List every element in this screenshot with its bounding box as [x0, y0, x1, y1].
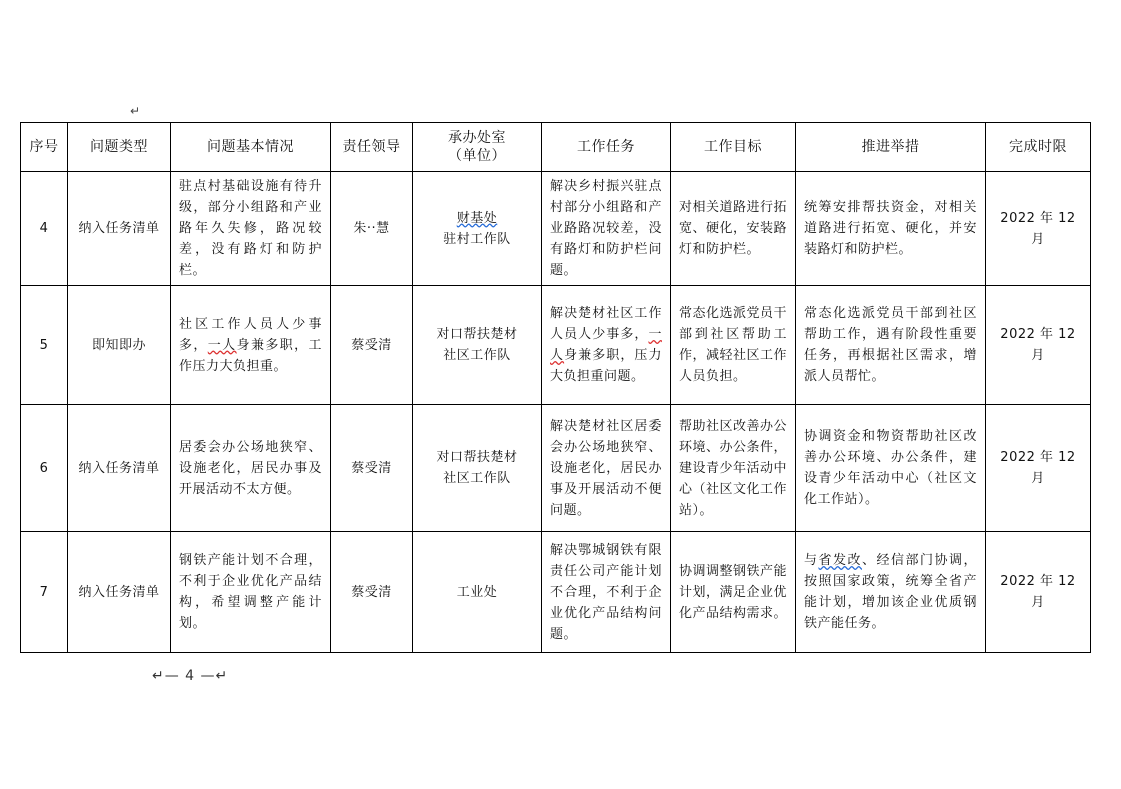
- situation-part2: 身兼多职，工作压力大负担重。: [179, 337, 322, 374]
- cell-leader: 蔡受清: [331, 405, 413, 532]
- cell-task: 解决乡村振兴驻点村部分小组路和产业路路况较差，没有路灯和防护栏问题。: [542, 172, 671, 286]
- measure-part2: 、经信部门协调，按照国家政策，统筹全省产能计划，增加该企业优质钢铁产能任务。: [804, 553, 977, 631]
- header-leader: 责任领导: [331, 123, 413, 172]
- cell-leader: 蔡受清: [331, 286, 413, 405]
- spell-flag: 省发改: [818, 553, 862, 568]
- cell-type: 纳入任务清单: [68, 532, 171, 653]
- cell-type: 即知即办: [68, 286, 171, 405]
- dept-line1: [421, 208, 533, 229]
- dept-line2: 社区工作队: [443, 348, 511, 363]
- header-dept-line1: 承办处室: [448, 130, 506, 146]
- cell-type: 纳入任务清单: [68, 172, 171, 286]
- cell-dept: [413, 286, 542, 405]
- task-part2: 身兼多职，压力大负担重问题。: [550, 348, 662, 384]
- cell-leader: 蔡受清: [331, 532, 413, 653]
- cell-situation: 驻点村基础设施有待升级，部分小组路和产业路年久失修，路况较差，没有路灯和防护栏。: [171, 172, 331, 286]
- dept-line1: 对口帮扶楚材: [436, 327, 518, 342]
- cell-deadline: 2022 年 12 月: [986, 532, 1091, 653]
- cell-no: 6: [21, 405, 68, 532]
- cell-no: 7: [21, 532, 68, 653]
- table-header-row: [21, 123, 1091, 172]
- cell-goal: 对相关道路进行拓宽、硬化，安装路灯和防护栏。: [671, 172, 796, 286]
- cell-task: [542, 286, 671, 405]
- cell-goal: 协调调整钢铁产能计划，满足企业优化产品结构需求。: [671, 532, 796, 653]
- spell-flag: 一人: [550, 327, 662, 363]
- cell-leader: 朱··慧: [331, 172, 413, 286]
- cell-goal: 帮助社区改善办公环境、办公条件，建设青少年活动中心（社区文化工作站）。: [671, 405, 796, 532]
- cell-situation: 钢铁产能计划不合理，不利于企业优化产品结构，希望调整产能计划。: [171, 532, 331, 653]
- table-row: [21, 532, 1091, 653]
- cell-dept: [413, 405, 542, 532]
- measure-part1: 与: [804, 553, 819, 568]
- page-number: ↵— 4 —↵: [152, 668, 229, 684]
- cell-measure: 协调资金和物资帮助社区改善办公环境、办公条件，建设青少年活动中心（社区文化工作站）。: [796, 405, 986, 532]
- cell-no: 5: [21, 286, 68, 405]
- cell-deadline: 2022 年 12 月: [986, 172, 1091, 286]
- header-no: 序号: [21, 123, 68, 172]
- cell-measure: 常态化选派党员干部到社区帮助工作，遇有阶段性重要任务，再根据社区需求，增派人员帮忙。: [796, 286, 986, 405]
- header-goal: 工作目标: [671, 123, 796, 172]
- cell-goal: 常态化选派党员干部到社区帮助工作，减轻社区工作人员负担。: [671, 286, 796, 405]
- dept-line2: 社区工作队: [443, 471, 511, 486]
- header-type: 问题类型: [68, 123, 171, 172]
- header-situation: 问题基本情况: [171, 123, 331, 172]
- dept-line1: 对口帮扶楚材: [436, 450, 518, 465]
- cell-measure: [796, 532, 986, 653]
- spell-flag: 一人: [207, 337, 237, 353]
- table-row: [21, 405, 1091, 532]
- task-part1: 解决楚材社区工作人员人少事多，: [550, 306, 662, 342]
- table-row: [21, 286, 1091, 405]
- cell-dept: 工业处: [413, 532, 542, 653]
- paragraph-mark: ↵: [130, 104, 141, 118]
- header-task: 工作任务: [542, 123, 671, 172]
- header-dept: [413, 123, 542, 172]
- cell-deadline: 2022 年 12 月: [986, 286, 1091, 405]
- header-measure: 推进举措: [796, 123, 986, 172]
- table-row: [21, 172, 1091, 286]
- header-deadline: 完成时限: [986, 123, 1091, 172]
- cell-task: 解决楚材社区居委会办公场地狭窄、设施老化，居民办事及开展活动不便问题。: [542, 405, 671, 532]
- cell-deadline: 2022 年 12 月: [986, 405, 1091, 532]
- situation-part1: 社区工作人员人少事多，: [179, 316, 322, 353]
- cell-situation: [171, 286, 331, 405]
- dept-name: 财基处: [456, 210, 498, 226]
- header-dept-line2: （单位）: [448, 148, 506, 164]
- cell-dept: [413, 172, 542, 286]
- task-table: [20, 122, 1091, 653]
- cell-task: 解决鄂城钢铁有限责任公司产能计划不合理，不利于企业优化产品结构问题。: [542, 532, 671, 653]
- cell-type: 纳入任务清单: [68, 405, 171, 532]
- cell-measure: 统筹安排帮扶资金，对相关道路进行拓宽、硬化，并安装路灯和防护栏。: [796, 172, 986, 286]
- cell-situation: 居委会办公场地狭窄、设施老化，居民办事及开展活动不太方便。: [171, 405, 331, 532]
- cell-no: 4: [21, 172, 68, 286]
- dept-line2: 驻村工作队: [443, 231, 511, 247]
